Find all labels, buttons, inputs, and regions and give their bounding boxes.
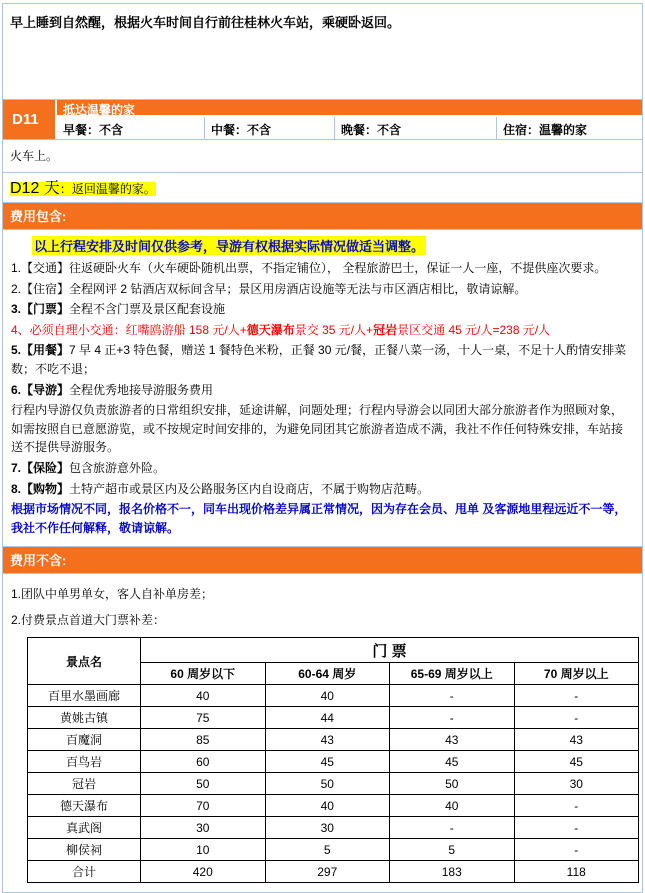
price-cell: 30: [265, 817, 390, 839]
day12-label: D12 天: [10, 180, 60, 197]
lunch-cell: 中餐：不含: [205, 117, 335, 139]
ticket-row: [28, 751, 639, 773]
price-cell: 118: [514, 861, 639, 883]
day11-meal-row: [57, 117, 642, 139]
day11-note-text: 火车上。: [10, 149, 59, 163]
exclude-item-ticket-diff: 2.付费景点首道大门票补差：: [11, 613, 166, 628]
price-cell: -: [390, 817, 515, 839]
age-column-header: 60 周岁以下: [141, 663, 266, 685]
spot-name-cell: 黄姚古镇: [28, 707, 141, 729]
price-cell: 45: [265, 751, 390, 773]
price-cell: 10: [141, 839, 266, 861]
price-cell: 30: [141, 817, 266, 839]
price-cell: -: [514, 707, 639, 729]
fees-include-section: [3, 230, 642, 547]
price-cell: 420: [141, 861, 266, 883]
document-page: [2, 3, 643, 893]
age-column-header: 70 周岁以上: [514, 663, 639, 685]
fee-item: 7.【保险】包含旅游意外险。: [11, 460, 166, 475]
day12-title: ：返回温馨的家。: [59, 182, 156, 196]
price-cell: 45: [514, 751, 639, 773]
ticket-row: [28, 839, 639, 861]
ticket-span-header: 门 票: [141, 638, 639, 663]
ticket-price-table: [27, 637, 639, 883]
ticket-row: [28, 817, 639, 839]
price-cell: 40: [265, 685, 390, 707]
fee-item: 6.【导游】全程优秀地接导游服务费用: [11, 382, 214, 397]
day11-block: [3, 100, 642, 140]
price-cell: 183: [390, 861, 515, 883]
price-cell: 297: [265, 861, 390, 883]
age-column-header: 60-64 周岁: [265, 663, 390, 685]
day11-note-row: [3, 140, 642, 173]
price-cell: 40: [141, 685, 266, 707]
fees-exclude-header: [3, 547, 642, 574]
dinner-cell: 晚餐：不含: [335, 117, 497, 139]
fee-item: 3.【门票】全程不含门票及景区配套设施: [11, 302, 226, 317]
price-cell: 43: [265, 729, 390, 751]
ticket-row: [28, 773, 639, 795]
fee-item: 2.【住宿】全程网评 2 钻酒店双标间含早；景区用房酒店设施等无法与市区酒店相比，敬请谅解。: [11, 281, 527, 296]
price-cell: -: [514, 839, 639, 861]
price-cell: -: [514, 795, 639, 817]
fee-item: 行程内导游仅负责旅游者的日常组织安排，延途讲解，问题处理；行程内导游会以同团大部分旅游者作为照顾对象，如需按照自已意愿游览，或不按规定时间安排的，为避免同团其它旅游者造成不满，我社不作任何特殊安排，车站接送不提供导游服务。: [11, 403, 624, 455]
spot-name-cell: 柳侯祠: [28, 839, 141, 861]
price-cell: -: [514, 685, 639, 707]
price-cell: 5: [265, 839, 390, 861]
age-column-header: 65-69 周岁以上: [390, 663, 515, 685]
price-cell: 50: [390, 773, 515, 795]
ticket-row: [28, 729, 639, 751]
fee-item: 4、必须自理小交通：红嘴鸥游船 158 元/人+德天瀑布景交 35 元/人+冠岩景区交通 45 元/人=238 元/人: [11, 322, 551, 337]
fees-include-list: [11, 259, 634, 537]
ticket-row: [28, 707, 639, 729]
breakfast-cell: 早餐：不含: [57, 117, 205, 139]
price-cell: 60: [141, 751, 266, 773]
ticket-row: [28, 685, 639, 707]
schedule-notice-text: 以上行程安排及时间仅供参考，导游有权根据实际情况做适当调整。: [32, 236, 426, 255]
day11-details: [57, 100, 642, 139]
price-cell: 40: [265, 795, 390, 817]
price-cell: 43: [390, 729, 515, 751]
ticket-row: [28, 795, 639, 817]
fees-include-header-label: 费用包含:: [10, 209, 67, 224]
intro-text: 早上睡到自然醒，根据火车时间自行前往桂林火车站，乘硬卧返回。: [10, 15, 401, 30]
spot-name-header: 景点名: [28, 638, 141, 685]
fees-include-header: [3, 203, 642, 230]
ticket-table-body: [28, 685, 639, 883]
fee-item: 5.【用餐】7 早 4 正+3 特色餐，赠送 1 餐特色米粉，正餐 30 元/餐，正餐八菜一汤，十人一桌，不足十人酌情安排菜数；不吃不退；: [11, 343, 627, 376]
exclude-item-single-room: 1.团队中单男单女，客人自补单房差；: [11, 587, 214, 602]
fees-exclude-section: [3, 574, 642, 892]
day12-row: [3, 173, 642, 203]
fee-item: 1.【交通】往返硬卧火车（火车硬卧随机出票，不指定铺位）， 全程旅游巴士，保证一人一座，不提供座次要求。: [11, 261, 607, 275]
table-header-row-1: [28, 638, 639, 663]
price-cell: -: [390, 707, 515, 729]
lodging-cell: 住宿：温馨的家: [503, 123, 588, 137]
spot-name-cell: 百鸟岩: [28, 751, 141, 773]
fee-item: 8.【购物】土特产超市或景区内及公路服务区内自设商店，不属于购物店范畴。: [11, 481, 430, 496]
spot-name-cell: 真武阁: [28, 817, 141, 839]
price-cell: 44: [265, 707, 390, 729]
price-cell: 45: [390, 751, 515, 773]
day11-label: D11: [3, 100, 57, 139]
ticket-row: [28, 861, 639, 883]
price-cell: 85: [141, 729, 266, 751]
price-cell: 40: [390, 795, 515, 817]
intro-section: [3, 4, 642, 100]
spot-name-cell: 百魔洞: [28, 729, 141, 751]
price-cell: 50: [141, 773, 266, 795]
day12-highlight: [10, 182, 156, 196]
spot-name-cell: 百里水墨画廊: [28, 685, 141, 707]
price-cell: -: [514, 817, 639, 839]
spot-name-cell: 德天瀑布: [28, 795, 141, 817]
price-cell: -: [390, 685, 515, 707]
price-cell: 50: [265, 773, 390, 795]
price-cell: 5: [390, 839, 515, 861]
spot-name-cell: 冠岩: [28, 773, 141, 795]
day11-title: 抵达温馨的家: [57, 100, 642, 117]
price-cell: 70: [141, 795, 266, 817]
fees-exclude-header-label: 费用不含:: [10, 553, 67, 569]
fee-item: 根据市场情况不同，报名价格不一，同车出现价格差异属正常情况，因为存在会员、甩单 及客源地里程远近不一等，我社不作任何解释，敬请谅解。: [11, 502, 627, 535]
spot-name-cell: 合计: [28, 861, 141, 883]
price-cell: 30: [514, 773, 639, 795]
price-cell: 43: [514, 729, 639, 751]
price-cell: 75: [141, 707, 266, 729]
